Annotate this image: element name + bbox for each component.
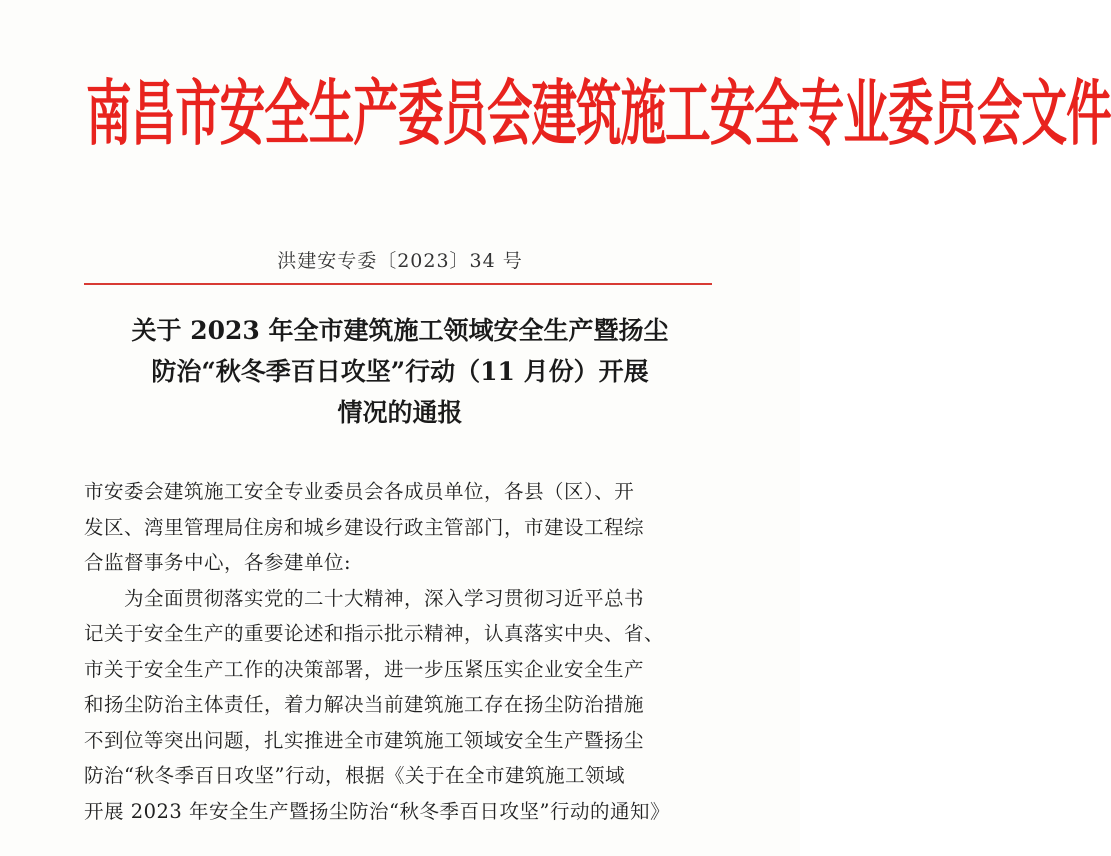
document-title (70, 310, 730, 433)
document-number: 洪建安专委〔2023〕34 号 (277, 250, 523, 272)
title-line: 关于 2023 年全市建筑施工领域安全生产暨扬尘 (131, 316, 669, 345)
addressee-line: 市安委会建筑施工安全专业委员会各成员单位，各县（区）、开 (84, 480, 635, 503)
title-line: 情况的通报 (337, 398, 463, 427)
body-paragraph-line: 记关于安全生产的重要论述和指示批示精神，认真落实中央、省、 (84, 622, 665, 645)
body-paragraph-line: 市关于安全生产工作的决策部署，进一步压紧压实企业安全生产 (84, 657, 645, 681)
document-body (84, 474, 714, 829)
addressee-line: 合监督事务中心，各参建单位: (84, 551, 352, 574)
addressee-line: 发区、湾里管理局住房和城乡建设行政主管部门，市建设工程综 (84, 515, 645, 539)
body-paragraph-line: 开展 2023 年安全生产暨扬尘防治“秋冬季百日攻坚”行动的通知》 (84, 799, 670, 823)
title-line: 防治“秋冬季百日攻坚”行动（11 月份）开展 (151, 357, 649, 386)
body-paragraph-line: 防治“秋冬季百日攻坚”行动，根据《关于在全市建筑施工领域 (84, 764, 625, 787)
body-paragraph-line: 为全面贯彻落实党的二十大精神，深入学习贯彻习近平总书 (124, 586, 645, 610)
body-paragraph-line: 和扬尘防治主体责任，着力解决当前建筑施工存在扬尘防治措施 (84, 693, 645, 716)
body-paragraph-line: 不到位等突出问题，扎实推进全市建筑施工领域安全生产暨扬尘 (84, 728, 645, 752)
red-separator-line (84, 283, 712, 285)
issuing-authority-header: 南昌市安全生产委员会建筑施工安全专业委员会文件 (86, 71, 1111, 155)
